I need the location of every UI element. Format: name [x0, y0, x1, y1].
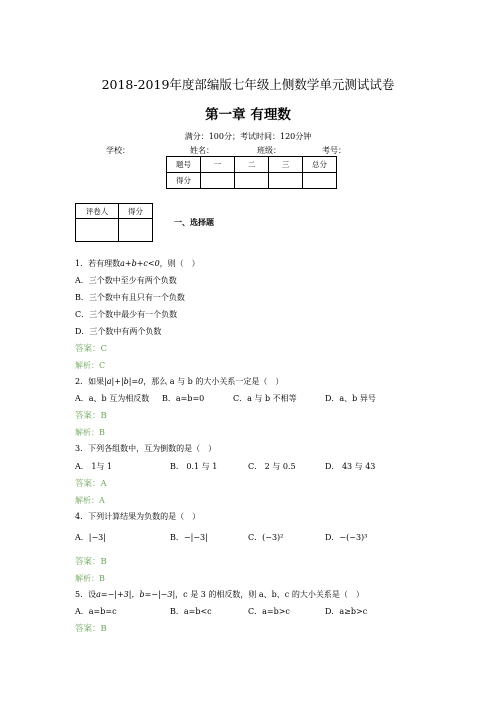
question-2-explanation: 解析：B — [75, 428, 105, 437]
grader-header-cell: 得分 — [119, 204, 153, 219]
question-2-option-c: C．a 与 b 不相等 — [233, 394, 297, 403]
score-table — [166, 156, 337, 189]
question-text-tail: ，那么 a 与 b 的大小关系一定是（ ） — [143, 377, 284, 386]
exam-info: 满分：100分；考试时间：120分钟 — [184, 132, 312, 141]
score-header-cell: 三 — [269, 157, 303, 173]
score-header-cell: 二 — [235, 157, 269, 173]
score-table-score-row — [167, 173, 337, 189]
question-text: 下列计算结果为负数的是（ ） — [88, 512, 201, 521]
question-2-option-d: D．a、b 异号 — [325, 394, 376, 403]
score-input-cell[interactable] — [303, 173, 337, 189]
question-1-option-d: D．三个数中有两个负数 — [75, 327, 162, 336]
question-5-option-c: C．a=b>c — [248, 607, 290, 616]
question-number: 5． — [75, 590, 89, 599]
question-text-tail: ，c 是 3 的相反数，则 a、b、c 的大小关系是（ ） — [175, 590, 364, 599]
score-header-cell: 题号 — [167, 157, 201, 173]
section-heading: 一、选择题 — [174, 217, 214, 227]
question-number: 4． — [75, 512, 89, 521]
question-2-stem — [75, 376, 283, 387]
question-3-option-c: C． 2 与 0.5 — [248, 462, 296, 471]
question-1-answer: 答案：C — [75, 344, 108, 354]
score-header-cell: 一 — [201, 157, 235, 173]
question-3-explanation: 解析：A — [75, 496, 105, 505]
grader-input-cell[interactable] — [119, 219, 153, 242]
question-4-option-b: B．−|−3| — [170, 533, 208, 542]
question-number: 1． — [75, 259, 89, 268]
question-number: 2． — [75, 377, 89, 386]
question-1-option-b: B．三个数中有且只有一个负数 — [75, 293, 185, 302]
question-5-option-d: D．a≥b>c — [325, 607, 368, 616]
score-table-header-row — [167, 157, 337, 173]
question-2-option-a: A．a、b 互为相反数 — [75, 394, 150, 403]
question-3-option-a: A． 1与 1 — [75, 462, 113, 471]
question-5-answer: 答案：B — [75, 624, 107, 634]
grader-input-row — [76, 219, 153, 242]
question-5-option-a: A．a=b=c — [75, 607, 117, 616]
question-text: 设 — [88, 590, 97, 599]
question-text-tail: ，则（ ） — [159, 259, 200, 268]
question-1-stem — [75, 258, 200, 269]
question-2-option-b: B．a=b=0 — [162, 394, 205, 403]
math-expression: |a|+|b|=0 — [104, 377, 144, 386]
question-3-answer: 答案：A — [75, 479, 107, 489]
question-text: 下列各组数中，互为倒数的是（ ） — [88, 444, 217, 453]
question-3-option-d: D． 43 与 43 — [325, 462, 376, 471]
question-4-option-c: C．(−3)² — [248, 533, 284, 542]
score-row-label: 得分 — [167, 173, 201, 189]
question-4-stem — [75, 511, 200, 522]
question-number: 3． — [75, 444, 89, 453]
exam-title: 2018-2019年度部编版七年级上侧数学单元测试试卷 — [101, 77, 395, 92]
name-label: 姓名： — [190, 146, 214, 155]
question-1-option-c: C．三个数中最少有一个负数 — [75, 310, 178, 319]
question-text: 如果 — [88, 377, 105, 386]
math-expression: a+b+c<0 — [120, 259, 160, 268]
score-input-cell[interactable] — [201, 173, 235, 189]
question-4-answer: 答案：B — [75, 557, 107, 567]
school-label: 学校： — [106, 146, 130, 155]
question-4-option-d: D．−(−3)³ — [325, 533, 368, 542]
grader-table — [75, 203, 153, 242]
chapter-heading: 第一章 有理数 — [205, 107, 291, 123]
question-3-stem — [75, 443, 216, 454]
math-expression: a=−|+3|，b=−|−3| — [96, 590, 176, 599]
grader-input-cell[interactable] — [76, 219, 119, 242]
question-4-explanation: 解析：B — [75, 574, 105, 583]
question-2-answer: 答案：B — [75, 411, 107, 421]
score-header-cell: 总分 — [303, 157, 337, 173]
score-input-cell[interactable] — [235, 173, 269, 189]
class-label: 班级： — [257, 146, 281, 155]
score-input-cell[interactable] — [269, 173, 303, 189]
question-5-stem — [75, 589, 364, 600]
question-5-option-b: B．a=b<c — [170, 607, 212, 616]
question-4-option-a: A．|−3| — [75, 533, 106, 542]
question-3-option-b: B． 0.1 与 1 — [170, 462, 218, 471]
question-1-explanation: 解析：C — [75, 361, 106, 370]
id-label: 考号： — [322, 146, 346, 155]
question-text: 若有理数 — [88, 259, 121, 268]
grader-header-cell: 评卷人 — [76, 204, 119, 219]
question-1-option-a: A．三个数中至少有两个负数 — [75, 276, 177, 285]
grader-header-row — [76, 204, 153, 219]
